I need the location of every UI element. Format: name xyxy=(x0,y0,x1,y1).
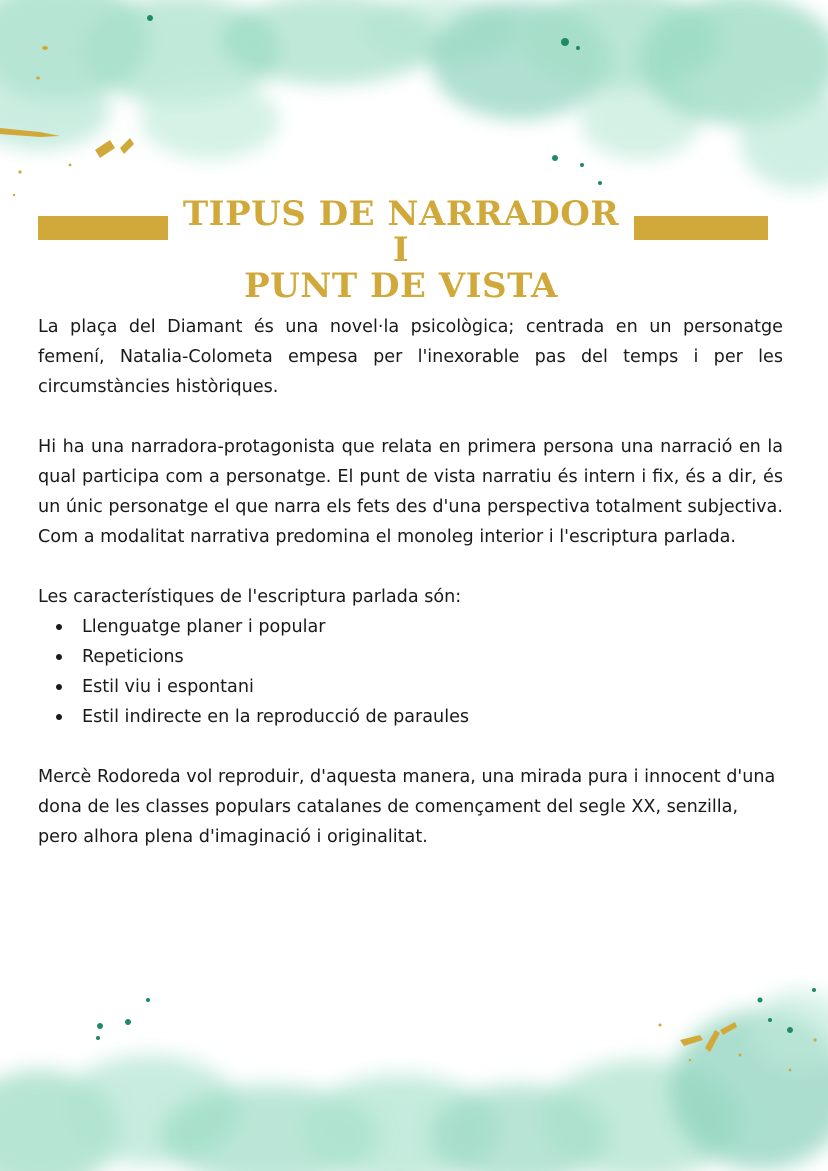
title-decorative-bar-right xyxy=(634,216,768,240)
paragraph-conclusion-line-3: pero alhora plena d'imaginació i originalitat. xyxy=(38,827,428,847)
paragraph-conclusion-line-2: dona de les classes populars catalanes de començament del segle XX, senzilla, xyxy=(38,797,739,817)
bottom-watercolor-decoration xyxy=(0,960,828,1171)
page-title-line-1: TIPUS DE NARRADOR I xyxy=(182,194,620,270)
paragraph-conclusion-line-1: Mercè Rodoreda vol reproduir, d'aquesta manera, una mirada pura i innocent d'una xyxy=(38,767,776,787)
body-content xyxy=(38,312,783,852)
title-block xyxy=(0,194,828,306)
list-item: Estil indirecte en la reproducció de paraules xyxy=(82,702,783,732)
list-item: Estil viu i espontani xyxy=(82,672,783,702)
list-item: Repeticions xyxy=(82,642,783,672)
list-item: Llenguatge planer i popular xyxy=(82,612,783,642)
list-intro: Les característiques de l'escriptura parlada són: xyxy=(38,587,462,607)
page-title xyxy=(170,196,632,304)
title-decorative-bar-left xyxy=(38,216,168,240)
characteristics-list xyxy=(38,612,783,732)
paragraph-intro: La plaça del Diamant és una novel·la psicològica; centrada en un personatge femení, Natalia-Colometa empesa per l'inexorable pas del temps i per les circumstàncies històriques. xyxy=(38,317,783,397)
page-title-line-2: PUNT DE VISTA xyxy=(244,266,558,306)
paragraph-narrator: Hi ha una narradora-protagonista que relata en primera persona una narració en la qual participa com a personatge. El punt de vista narratiu és intern i fix, és a dir, és un únic personatge el que narra els fets des d'una perspectiva totalment subjectiva. xyxy=(38,437,783,517)
paragraph-narrator-mode: Com a modalitat narrativa predomina el monoleg interior i l'escriptura parlada. xyxy=(38,527,736,547)
